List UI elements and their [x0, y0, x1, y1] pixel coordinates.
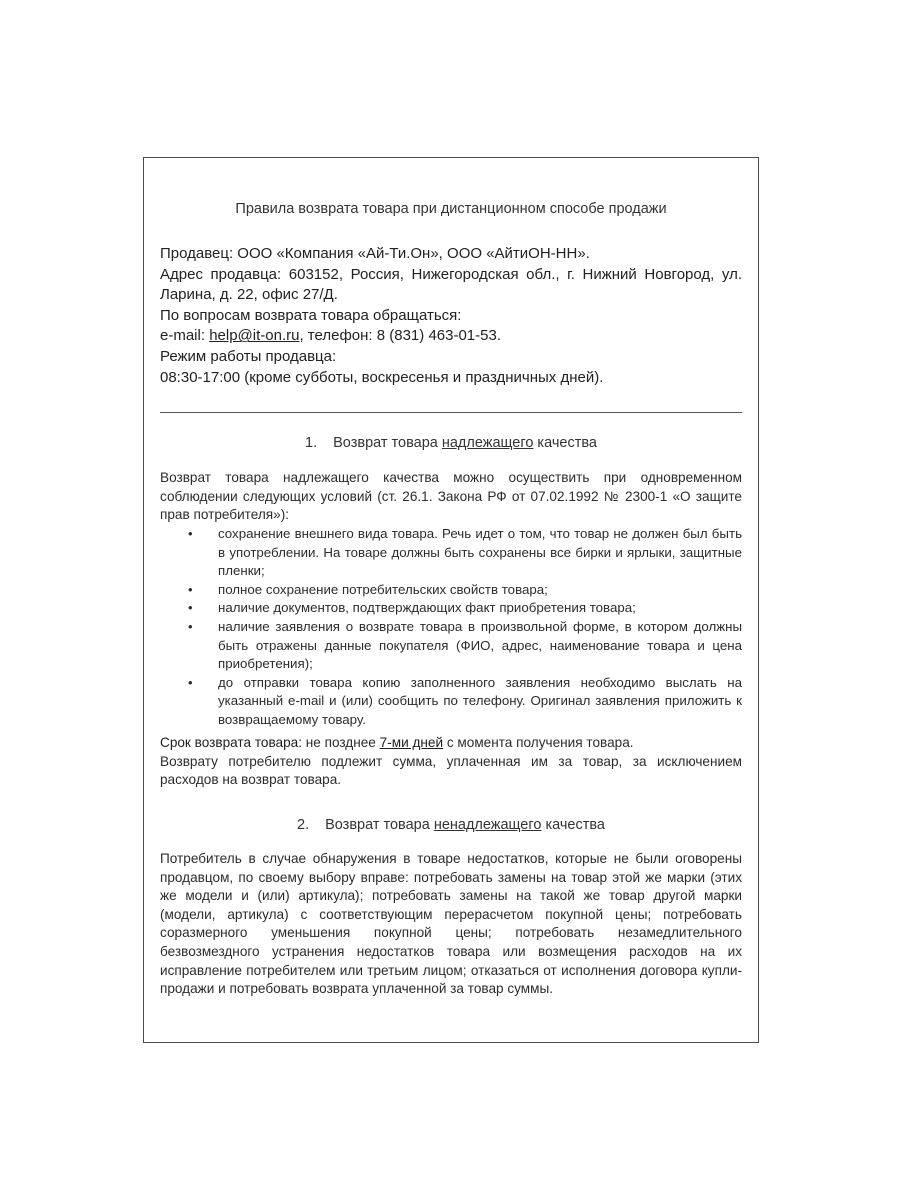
section-2-number: 2. [297, 817, 310, 833]
section-2-title-underlined: ненадлежащего [433, 817, 542, 833]
bullet-icon: • [188, 674, 193, 690]
deadline-days: 7-ми дней [379, 735, 444, 750]
list-item-text: наличие документов, подтверждающих факт приобретения товара; [218, 600, 636, 616]
list-item-text: до отправки товара копию заполненного заявления необходимо выслать на указанный e-mail и (или) сообщить по телефону. Оригинал заявления приложить к возвращаемому товару. [218, 674, 742, 727]
bullet-icon: • [188, 581, 193, 597]
refund-text: Возврату потребителю подлежит сумма, уплаченная им за товар, за исключением расходов на возврат товара. [160, 753, 742, 788]
list-item-text: наличие заявления о возврате товара в произвольной форме, в котором должны быть отражены данные покупателя (ФИО, адрес, наименование товара и цена приобретения); [218, 618, 742, 672]
seller-address: Адрес продавца: 603152, Россия, Нижегородская обл., г. Нижний Новгород, ул. Ларина, д. 22, офис 27/Д. [160, 265, 742, 304]
return-deadline [160, 734, 742, 790]
section-1-title-underlined: надлежащего [441, 435, 534, 451]
bullet-icon: • [188, 600, 193, 616]
seller-names: Продавец: ООО «Компания «Ай-Ти.Он», ООО «АйтиОН-НН». [160, 245, 590, 262]
section-1-number: 1. [305, 435, 318, 451]
deadline-text-2: с момента получения товара. [443, 735, 634, 750]
hours-header: Режим работы продавца: [160, 347, 337, 365]
section-2-title [160, 817, 742, 833]
document-page [143, 157, 759, 1043]
list-item-text: сохранение внешнего вида товара. Речь идет о том, что товар не должен был быть в употреблении. На товаре должны быть сохранены все бирки и ярлыки, защитные пленки; [218, 526, 742, 579]
phone-text: , телефон: 8 (831) 463-01-53. [299, 327, 501, 345]
list-item [160, 581, 742, 600]
horizontal-divider [160, 412, 742, 413]
list-item [160, 525, 742, 581]
section-2-body: Потребитель в случае обнаружения в товаре недостатков, которые не были оговорены продавцом, по своему выбору вправе: потребовать замены на товар этой же марки (этих же модели и (или) артикула); потребовать замены на такой же товар другой марки (модели, артикула) с соответствующим перерасчетом покупной цены; потребовать соразмерного уменьшения покупной цены; потребовать незамедлительного безвозмездного устранения недостатков товара или возмещения расходов на их исправление потребителем или третьим лицом; отказаться от исполнения договора купли-продажи и потребовать возврата уплаченной за товар суммы. [160, 851, 742, 997]
section-1-title-after: качества [533, 435, 597, 451]
list-item-text: полное сохранение потребительских свойств товара; [218, 581, 548, 597]
deadline-label: Срок возврата товара: [160, 735, 302, 750]
section-1-title [160, 435, 742, 451]
bullet-icon: • [188, 618, 193, 634]
list-item [160, 618, 742, 674]
list-item [160, 599, 742, 618]
section-2-title-after: качества [541, 817, 605, 833]
section-1-title-before: Возврат товара [333, 435, 442, 451]
hours-text: 08:30-17:00 (кроме субботы, воскресенья и праздничных дней). [160, 368, 604, 386]
contact-header: По вопросам возврата товара обращаться: [160, 306, 462, 324]
bullet-icon: • [188, 526, 193, 541]
email-link[interactable]: help@it-on.ru [209, 327, 300, 345]
section-2-title-before: Возврат товара [325, 817, 434, 833]
deadline-text-1: не позднее [301, 735, 380, 750]
conditions-list [160, 525, 742, 730]
contact-line [160, 326, 742, 347]
email-prefix: e-mail: [160, 327, 210, 345]
list-item [160, 674, 742, 730]
document-title: Правила возврата товара при дистанционном способе продажи [235, 201, 667, 217]
seller-info [160, 244, 742, 388]
section-1-intro: Возврат товара надлежащего качества можно осуществить при одновременном соблюдении следующих условий (ст. 26.1. Закона РФ от 07.02.1992 № 2300-1 «О защите прав потребителя»): [160, 470, 742, 523]
